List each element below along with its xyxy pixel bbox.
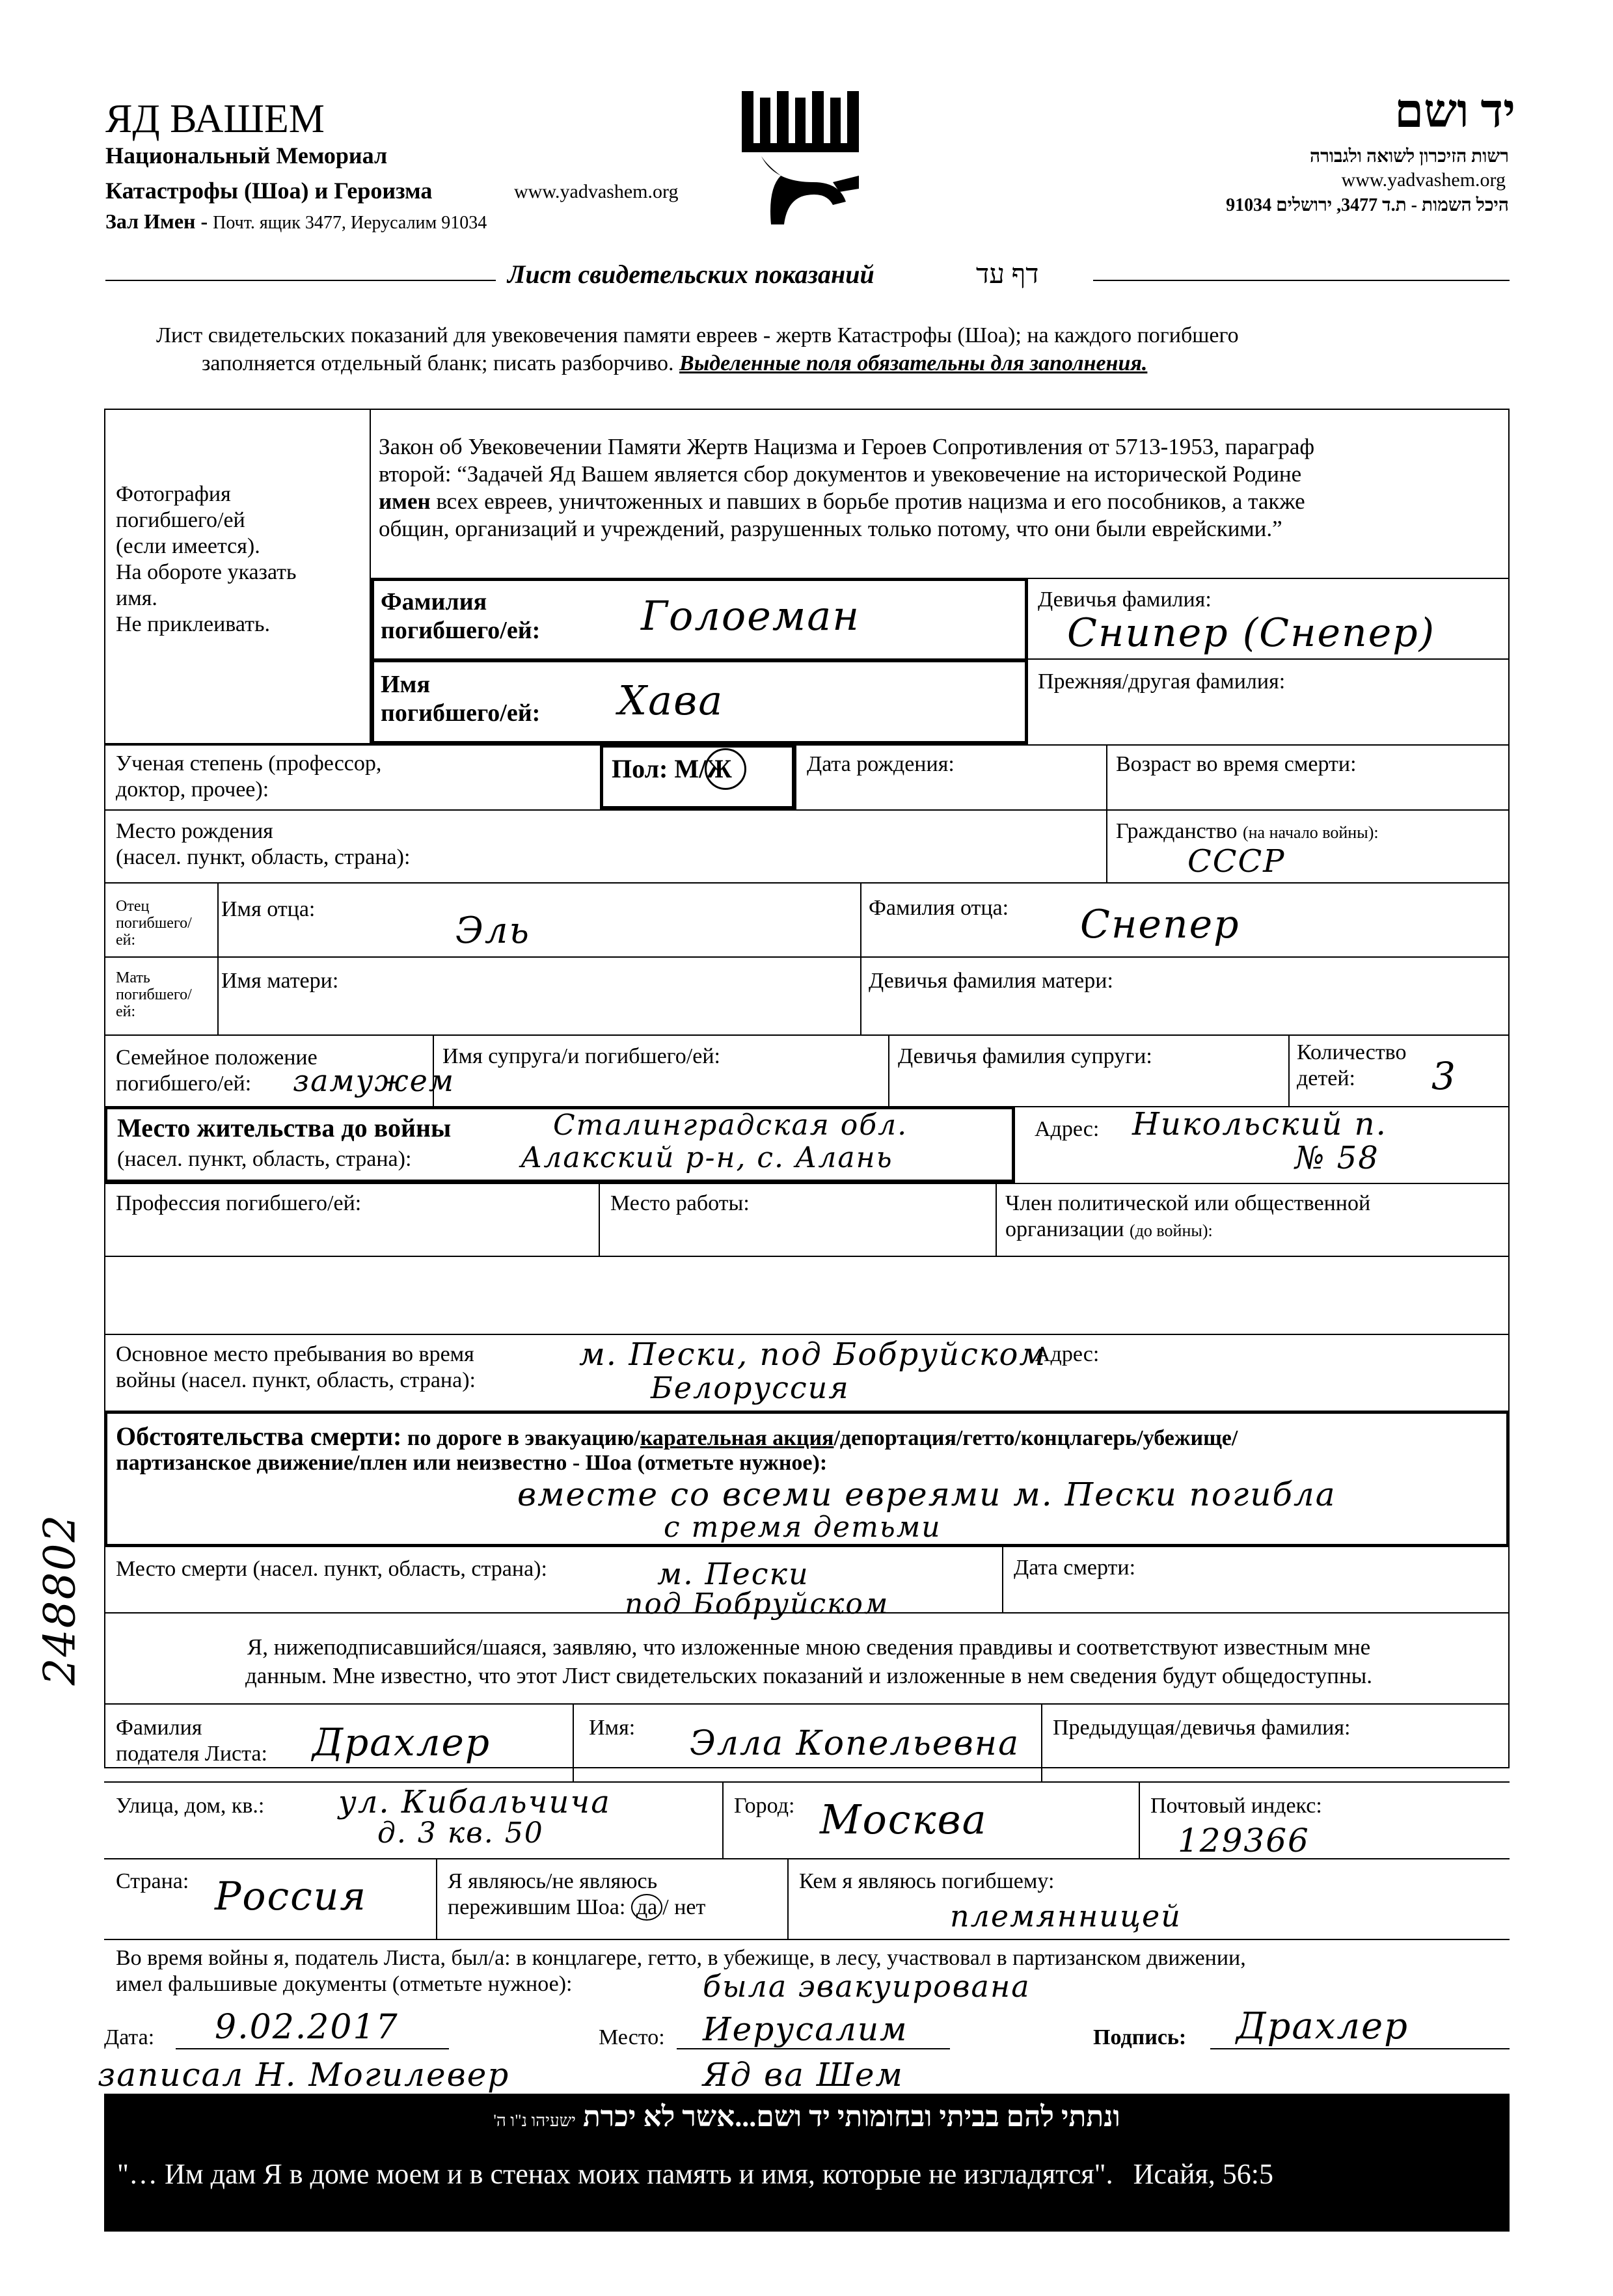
intro-required: Выделенные поля обязательны для заполнения. bbox=[679, 351, 1148, 375]
degree-label bbox=[116, 751, 381, 803]
citizenship-value: СССР bbox=[1187, 843, 1286, 880]
declaration-line: Я, нижеподписавшийся/шаяся, заявляю, что изложенные мною сведения правдивы и соответствуют известным мне bbox=[247, 1634, 1371, 1660]
law-line: второй: “Задачей Яд Вашем является сбор документов и увековечение на исторической Родине bbox=[379, 461, 1302, 487]
photo-note-line: Не приклеивать. bbox=[116, 612, 270, 636]
declaration bbox=[116, 1633, 1502, 1690]
place-label: Место: bbox=[599, 2025, 665, 2049]
recorded-by: записал Н. Могилевер bbox=[98, 2056, 510, 2094]
surname-value: Голоеман bbox=[641, 592, 861, 640]
row-divider bbox=[104, 809, 1510, 811]
submitter-surname-label-line: Фамилия bbox=[116, 1716, 202, 1740]
survivor-label-line: пережившим Шоа: да / нет bbox=[448, 1895, 706, 1919]
father-side-label bbox=[116, 898, 192, 949]
row-divider bbox=[104, 882, 1510, 884]
mother-side-line: погибшего/ bbox=[116, 986, 192, 1003]
intro-line2-text: заполняется отдельный бланк; писать разборчиво. bbox=[202, 351, 674, 375]
row-vline bbox=[795, 744, 796, 809]
row-divider bbox=[104, 1256, 1510, 1257]
residence-label: Место жительства до войны bbox=[117, 1113, 452, 1142]
row-divider bbox=[104, 744, 1510, 746]
residence-sub: (насел. пункт, область, страна): bbox=[117, 1147, 412, 1171]
row-vline bbox=[996, 1183, 997, 1256]
member-label-line bbox=[1005, 1217, 1370, 1244]
death-place-value-2: под Бобруйском bbox=[625, 1587, 889, 1621]
marital-label bbox=[116, 1045, 318, 1097]
row-vline bbox=[1106, 744, 1107, 882]
citizenship-note: (на начало войны): bbox=[1242, 823, 1379, 842]
org-name-he: יד ושם bbox=[1394, 85, 1515, 137]
date-rule bbox=[176, 2048, 449, 2049]
mother-maiden-label: Девичья фамилия матери: bbox=[869, 969, 1113, 993]
maiden-value: Снипер (Снепер) bbox=[1067, 610, 1436, 656]
name-label-line: погибшего/ей: bbox=[381, 699, 541, 727]
circumstances-line2: партизанское движение/плен или неизвестно - Шоа (отметьте нужное): bbox=[116, 1451, 828, 1475]
row-vline bbox=[1288, 1034, 1290, 1106]
title-rule-right bbox=[1093, 280, 1510, 281]
street-label: Улица, дом, кв.: bbox=[116, 1794, 265, 1818]
surname-label bbox=[381, 588, 540, 645]
zip-value: 129366 bbox=[1178, 1822, 1310, 1859]
law-line-rest: всех евреев, уничтоженных и павших в борьбе против нацизма и его пособников, а также bbox=[436, 489, 1305, 514]
law-line bbox=[379, 488, 1314, 515]
survivor-no-option[interactable]: нет bbox=[674, 1895, 706, 1919]
father-surname-label: Фамилия отца: bbox=[869, 896, 1009, 920]
submitter-wartime-label bbox=[116, 1945, 1246, 1997]
father-name-value: Эль bbox=[455, 910, 530, 952]
circumstances-options: по дороге в эвакуацию/ bbox=[407, 1426, 640, 1450]
side-number: 248802 bbox=[34, 1513, 85, 1686]
prev-surname-label: Прежняя/другая фамилия: bbox=[1038, 669, 1286, 694]
father-side-line: погибшего/ bbox=[116, 915, 192, 932]
father-surname-value: Снепер bbox=[1080, 902, 1240, 947]
row-vline bbox=[1139, 1781, 1140, 1858]
member-label bbox=[1005, 1191, 1370, 1244]
marital-value: замужем bbox=[293, 1063, 455, 1098]
place-rule bbox=[677, 2048, 950, 2049]
degree-label-line: доктор, прочее): bbox=[116, 777, 269, 802]
residence-value-1: Сталинградская обл. bbox=[553, 1109, 908, 1142]
hall-of-names bbox=[105, 209, 487, 234]
member-note: (до войны): bbox=[1130, 1221, 1213, 1240]
submitter-surname-label-line: подателя Листа: bbox=[116, 1742, 267, 1766]
row-divider bbox=[104, 1858, 1510, 1859]
quote-ru-ref: Исайя, 56:5 bbox=[1133, 2158, 1273, 2190]
circumstances-value-2: с тремя детьми bbox=[664, 1511, 942, 1544]
death-place-value-1: м. Пески bbox=[657, 1556, 809, 1591]
row-vline bbox=[217, 882, 219, 1034]
form-title-he: דף עד bbox=[976, 260, 1039, 290]
sex-selected-circle bbox=[705, 748, 746, 790]
website-right[interactable]: www.yadvashem.org bbox=[1341, 169, 1506, 191]
children-label-line: Количество bbox=[1297, 1040, 1407, 1064]
degree-label-line: Ученая степень (профессор, bbox=[116, 751, 382, 776]
birthplace-label bbox=[116, 818, 410, 871]
org-line2: Катастрофы (Шоа) и Героизма bbox=[105, 178, 433, 204]
spouse-label: Имя супруга/и погибшего/ей: bbox=[442, 1044, 720, 1068]
form-title: Лист свидетельских показаний bbox=[508, 260, 874, 289]
quote-ru-text: "… Им дам Я в доме моем и в стенах моих память и имя, которые не изгладятся". bbox=[117, 2158, 1113, 2190]
hall-address: Почт. ящик 3477, Иерусалим 91034 bbox=[213, 213, 487, 233]
city-value: Москва bbox=[820, 1796, 988, 1843]
row-vline bbox=[573, 1703, 574, 1781]
submitter-wartime-line: Во время войны я, податель Листа, был/а: в концлагере, гетто, в убежище, в лесу, участвовал в партизанском движении, bbox=[116, 1946, 1246, 1970]
wartime-label-line: войны (насел. пункт, область, страна): bbox=[116, 1368, 476, 1392]
profession-label: Профессия погибшего/ей: bbox=[116, 1191, 362, 1215]
circumstances-selected: карательная акция bbox=[640, 1426, 834, 1450]
member-label-line: Член политической или общественной bbox=[1005, 1191, 1371, 1215]
law-text bbox=[379, 433, 1314, 543]
date-label: Дата: bbox=[104, 2025, 155, 2049]
circumstances-value-1: вместе со всеми евреями м. Пески погибла bbox=[517, 1476, 1336, 1513]
children-label-line: детей: bbox=[1297, 1066, 1355, 1090]
spouse-maiden-label: Девичья фамилия супруги: bbox=[898, 1044, 1152, 1068]
children-label bbox=[1297, 1040, 1407, 1092]
dob-label: Дата рождения: bbox=[807, 752, 955, 776]
submitter-wartime-value: была эвакуирована bbox=[703, 1969, 1031, 2004]
recorded-place: Яд ва Шем bbox=[703, 2056, 904, 2094]
hall-label: Зал Имен - bbox=[105, 209, 208, 233]
marital-label-line: Семейное положение bbox=[116, 1046, 318, 1070]
death-date-label: Дата смерти: bbox=[1014, 1556, 1136, 1580]
street-value-1: ул. Кибальчича bbox=[338, 1784, 611, 1820]
row-vline bbox=[1002, 1547, 1003, 1612]
signature-value: Драхлер bbox=[1236, 2005, 1409, 2047]
signature-rule bbox=[1210, 2048, 1510, 2049]
survivor-yes-option[interactable]: да bbox=[631, 1894, 662, 1921]
age-label: Возраст во время смерти: bbox=[1116, 752, 1357, 776]
law-line: общин, организаций и учреждений, разрушенных только потому, что они были еврейскими.” bbox=[379, 516, 1282, 541]
row-vline bbox=[888, 1034, 889, 1106]
submitter-wartime-line: имел фальшивые документы (отметьте нужное): bbox=[116, 1972, 573, 1996]
address-label: Адрес: bbox=[1035, 1117, 1100, 1141]
yad-vashem-logo bbox=[735, 85, 865, 254]
law-line: Закон об Увековечении Памяти Жертв Нацизма и Героев Сопротивления от 5713-1953, параграф bbox=[379, 434, 1315, 459]
father-side-line: ей: bbox=[116, 932, 136, 949]
survivor-label-text: пережившим Шоа: bbox=[448, 1895, 626, 1919]
submitter-prev-label: Предыдущая/девичья фамилия: bbox=[1053, 1716, 1351, 1740]
photo-note-line: имя. bbox=[116, 586, 157, 610]
citizenship-label-text: Гражданство bbox=[1116, 819, 1238, 843]
citizenship-label bbox=[1116, 818, 1379, 846]
row-divider bbox=[104, 1183, 1510, 1184]
row-divider bbox=[104, 1703, 1510, 1705]
submitter-surname-label bbox=[116, 1715, 267, 1767]
address-value-2: № 58 bbox=[1295, 1140, 1379, 1176]
declaration-line: данным. Мне известно, что этот Лист свидетельских показаний и изложенные в нем сведения будут общедоступны. bbox=[245, 1663, 1372, 1688]
surname-label-line: Фамилия bbox=[381, 588, 487, 615]
photo-note bbox=[116, 481, 297, 638]
children-value: 3 bbox=[1431, 1054, 1457, 1098]
survivor-label-line: Я являюсь/не являюсь bbox=[448, 1869, 658, 1893]
circumstances-line1 bbox=[116, 1421, 1238, 1452]
website-left[interactable]: www.yadvashem.org bbox=[514, 181, 679, 202]
signature-label: Подпись: bbox=[1093, 2025, 1187, 2049]
street-value-2: д. 3 кв. 50 bbox=[377, 1817, 544, 1850]
wartime-address-label: Адрес: bbox=[1035, 1342, 1100, 1366]
title-rule-left bbox=[105, 280, 496, 281]
father-side-line: Отец bbox=[116, 898, 150, 915]
footer-quote-he bbox=[117, 2100, 1497, 2133]
row-divider bbox=[104, 1939, 1510, 1940]
submitter-name-value: Элла Копельевна bbox=[690, 1724, 1020, 1763]
birthplace-label-line: Место рождения bbox=[116, 819, 273, 843]
country-label: Страна: bbox=[116, 1869, 189, 1893]
intro-line2 bbox=[202, 351, 1147, 376]
marital-label-line: погибшего/ей: bbox=[116, 1072, 252, 1096]
survivor-label bbox=[448, 1869, 705, 1921]
row-vline bbox=[433, 1034, 434, 1106]
photo-note-line: (если имеется). bbox=[116, 534, 260, 558]
city-label: Город: bbox=[734, 1794, 795, 1818]
residence-value-2: Алакский р-н, с. Алань bbox=[521, 1141, 893, 1174]
mother-side-line: Мать bbox=[116, 969, 150, 986]
sex-label: Пол: М/Ж bbox=[612, 754, 732, 783]
row-vline bbox=[860, 882, 861, 1034]
circumstances-label: Обстоятельства смерти: bbox=[116, 1422, 402, 1451]
intro-line1: Лист свидетельских показаний для увековечения памяти евреев - жертв Катастрофы (Шоа); на каждого погибшего bbox=[156, 323, 1239, 347]
footer-quote-ru bbox=[117, 2157, 1497, 2191]
mother-side-line: ей: bbox=[116, 1003, 136, 1020]
mother-side-label bbox=[116, 969, 192, 1020]
name-value: Хава bbox=[618, 677, 724, 724]
wartime-label-line: Основное место пребывания во время bbox=[116, 1342, 474, 1366]
submitter-name-label: Имя: bbox=[589, 1716, 636, 1740]
country-value: Россия bbox=[215, 1874, 368, 1919]
name-label bbox=[381, 670, 540, 727]
row-divider bbox=[104, 1781, 1510, 1783]
death-place-label: Место смерти (насел. пункт, область, страна): bbox=[116, 1557, 547, 1581]
he-line1: רשות הזיכרון לשואה ולגבורה bbox=[1309, 146, 1509, 167]
member-label-text: организации bbox=[1005, 1217, 1124, 1241]
he-line3: היכל השמות - ת.ד 3477, ירושלים 91034 bbox=[1226, 195, 1509, 215]
relation-label: Кем я являюсь погибшему: bbox=[799, 1869, 1055, 1893]
maiden-divider bbox=[1028, 658, 1510, 660]
row-divider bbox=[104, 956, 1510, 958]
place-value: Иерусалим bbox=[703, 2010, 908, 2048]
wartime-label bbox=[116, 1342, 476, 1394]
quote-he-text: ונתתי להם בביתי ובחומותי יד ושם...אשר לא יכרת bbox=[582, 2101, 1120, 2133]
wartime-value-1: м. Пески, под Бобруйском bbox=[579, 1336, 1047, 1373]
row-vline bbox=[787, 1858, 789, 1939]
row-divider bbox=[104, 1612, 1510, 1614]
photo-note-line: На обороте указать bbox=[116, 560, 297, 584]
name-label-line: Имя bbox=[381, 671, 430, 698]
circumstances-options: /депортация/гетто/концлагерь/убежище/ bbox=[834, 1426, 1238, 1450]
law-bold-word: имен bbox=[379, 489, 431, 514]
row-vline bbox=[722, 1781, 724, 1858]
mother-name-label: Имя матери: bbox=[221, 969, 339, 993]
row-divider bbox=[104, 1334, 1510, 1335]
org-line1: Национальный Мемориал bbox=[105, 142, 388, 169]
org-name-ru: ЯД ВАШЕМ bbox=[105, 97, 325, 141]
row-vline bbox=[436, 1858, 437, 1939]
row-divider bbox=[104, 1034, 1510, 1036]
row-vline bbox=[1041, 1703, 1042, 1781]
workplace-label: Место работы: bbox=[610, 1191, 750, 1215]
row-vline bbox=[599, 1183, 600, 1256]
zip-label: Почтовый индекс: bbox=[1150, 1794, 1322, 1818]
date-value: 9.02.2017 bbox=[215, 2008, 399, 2047]
wartime-value-2: Белоруссия bbox=[651, 1370, 850, 1405]
father-name-label: Имя отца: bbox=[221, 897, 316, 921]
address-value-1: Никольский п. bbox=[1132, 1106, 1387, 1142]
photo-note-line: Фотография bbox=[116, 482, 231, 506]
submitter-surname-value: Драхлер bbox=[312, 1720, 491, 1764]
relation-value: племянницей bbox=[950, 1898, 1182, 1934]
maiden-label: Девичья фамилия: bbox=[1038, 588, 1212, 612]
birthplace-label-line: (насел. пункт, область, страна): bbox=[116, 845, 411, 869]
photo-note-line: погибшего/ей bbox=[116, 508, 245, 532]
quote-he-ref: ישעיהו נ"ו ה' bbox=[493, 2111, 576, 2130]
surname-label-line: погибшего/ей: bbox=[381, 617, 541, 644]
